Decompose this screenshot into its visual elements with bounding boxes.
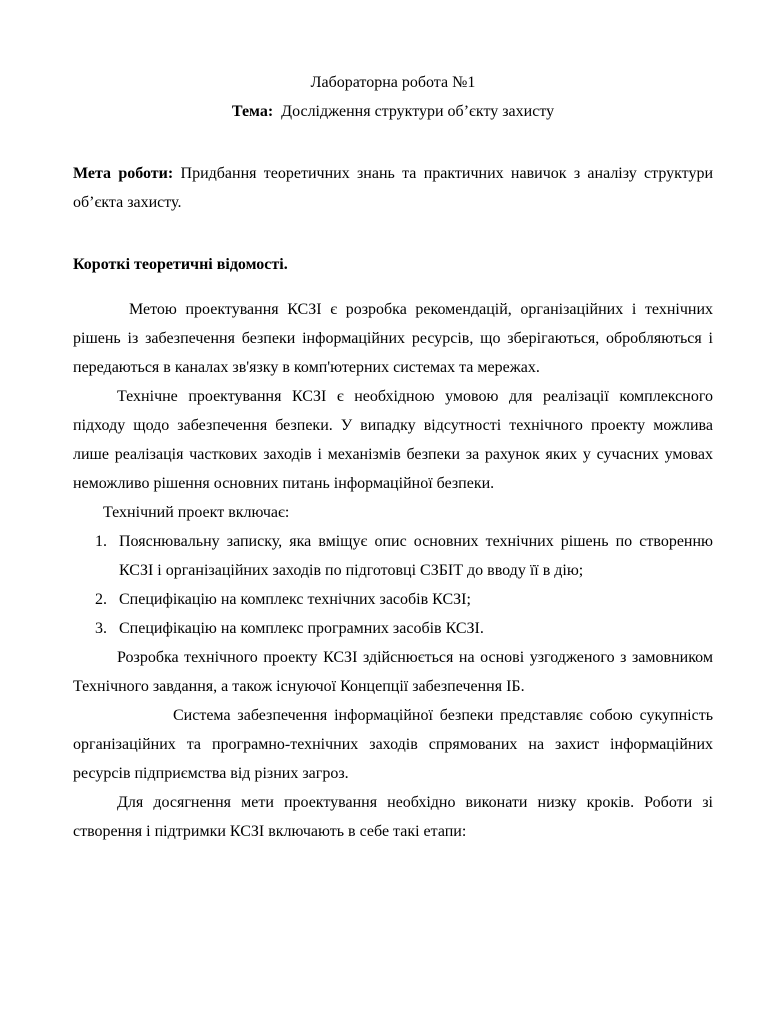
- list-item: [73, 527, 713, 585]
- document-page: [73, 68, 713, 846]
- list-intro: Технічний проект включає:: [103, 504, 290, 521]
- section-heading: Короткі теоретичні відомості.: [73, 256, 288, 273]
- paragraph-4: Система забезпечення інформаційної безпеки представляє собою сукупність організаційних та програмно-технічних заходів спрямованих на захист інформаційних ресурсів підприємства від різних загроз.: [73, 707, 713, 782]
- numbered-list: [73, 527, 713, 643]
- goal-label: Мета роботи:: [73, 165, 174, 182]
- topic-label: Тема:: [231, 103, 274, 120]
- paragraph-2: Технічне проектування КСЗІ є необхідною умовою для реалізації комплексного підходу щодо забезпечення безпеки. У випадку відсутності технічного проекту можлива лише реалізація часткових заходів і механізмів безпеки за рахунок яких у сучасних умовах неможливо рішення основних питань інформаційної безпеки.: [73, 388, 713, 492]
- list-item-text: Специфікацію на комплекс програмних засобів КСЗІ.: [119, 620, 484, 637]
- paragraph-5: Для досягнення мети проектування необхідно виконати низку кроків. Роботи зі створення і підтримки КСЗІ включають в себе такі етапи:: [73, 794, 713, 840]
- list-item-number: 3.: [95, 620, 107, 637]
- goal-text: Придбання теоретичних знань та практичних навичок з аналізу структури об’єкта захисту.: [73, 165, 714, 211]
- goal-paragraph: [73, 159, 713, 217]
- list-item: [73, 585, 713, 614]
- paragraph-1: Метою проектування КСЗІ є розробка рекомендацій, організаційних і технічних рішень із забезпечення безпеки інформаційних ресурсів, що зберігаються, обробляються і передаються в каналах зв'язку в комп'ютерних системах та мережах.: [73, 301, 713, 376]
- list-item-number: 1.: [95, 533, 107, 550]
- paragraph-3: Розробка технічного проекту КСЗІ здійснюється на основі узгодженого з замовником Технічного завдання, а також існуючої Концепції забезпечення ІБ.: [73, 649, 713, 695]
- list-item-number: 2.: [95, 591, 107, 608]
- document-title: Лабораторна робота №1: [310, 74, 476, 91]
- document-header: [73, 68, 713, 126]
- list-item-text: Пояснювальну записку, яка вміщує опис основних технічних рішень по створенню КСЗІ і організаційних заходів по підготовці СЗБІТ до вводу її в дію;: [119, 533, 713, 579]
- topic-text: Дослідження структури об’єкту захисту: [281, 103, 555, 120]
- topic-line: [73, 97, 713, 126]
- list-item: [73, 614, 713, 643]
- list-item-text: Специфікацію на комплекс технічних засобів КСЗІ;: [119, 591, 471, 608]
